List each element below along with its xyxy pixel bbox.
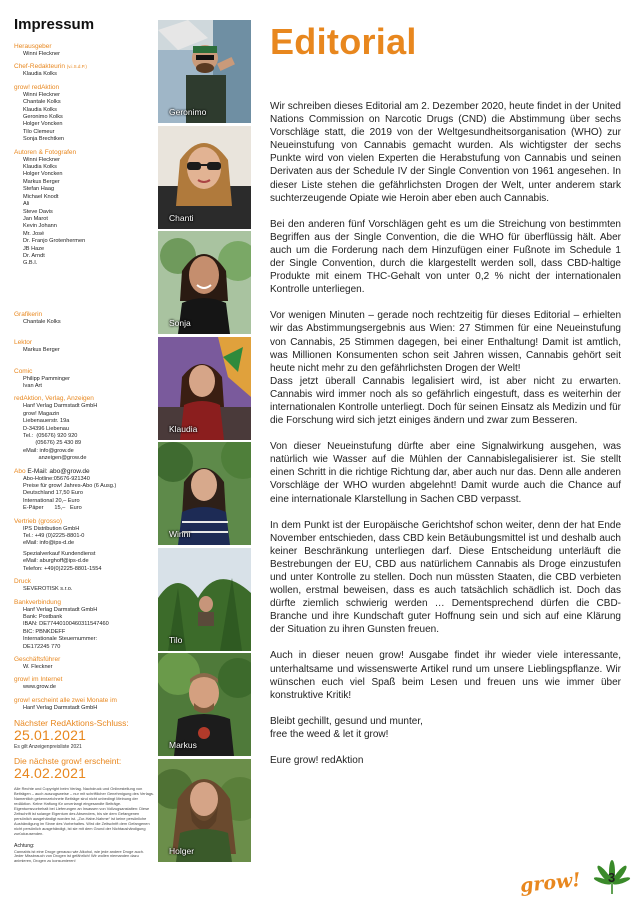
team-photo bbox=[158, 231, 251, 334]
imp-line: Winni Fleckner bbox=[23, 91, 60, 98]
imp-line: Ali bbox=[23, 201, 30, 208]
impressum-column bbox=[14, 16, 154, 901]
imp-line: Chantale Kolks bbox=[23, 99, 61, 106]
imp-line: Dr. Arndt bbox=[23, 252, 45, 259]
editorial-paragraph: Von dieser Neueinstufung dürfte aber eine Signalwirkung ausgehen, was natürlich wie Wasser auf die Mühlen der Cannabislegalisierer ist. Sie stellt einen Schritt in die richtige Richtung dar, aber auch nur das. Denn alle anderen Vorschläge der WHO wurden abgelehnt! Damit wurde auch die Chance auf eine internationale Klarstellung in Sachen CBD verpasst. bbox=[270, 441, 621, 505]
rights-text: Alle Rechte und Copyright beim Verlag. Nachdruck und Onlinestellung von Beiträgen – auch auszugsweise – nur mit schriftlicher Genehmigung des Verlags. Namentlich gekennzeichnete Beiträge sind nicht unbedingt Meinung der redAktion. Keine Haftung für unverlangt eingesandte Beiträge. Eigentumsvorbehalt bei Lieferungen an Insassen von Vollzugsanstalten: Diese Zeitschrift ist solange Eigentum des Absenders, bis sie dem Gefangenen persönlich ausgehändigt worden ist. „Zur-Habe-Nahme“ ist keine persönliche Aushändigung im Sinne des Vorbehaltes. Wird die Zeitschrift dem Gefangenen nicht persönlich ausgehändigt, ist sie mit dem Grund der Nichtaushändigung zurückzusenden. bbox=[14, 786, 154, 836]
section-head-verlag: redAktion, Verlag, Anzeigen bbox=[14, 395, 94, 403]
photo-label: Tilo bbox=[169, 634, 183, 645]
impressum-title: Impressum bbox=[14, 16, 95, 33]
imp-line: Steve Davis bbox=[23, 208, 53, 215]
photo-label: Markus bbox=[169, 740, 197, 750]
deadline-date: 25.01.2021 bbox=[14, 727, 87, 744]
chef-head-note: (v.i.S.d.P.) bbox=[66, 64, 87, 70]
grow-logo bbox=[520, 858, 630, 898]
imp-line: eMail: aburghoff@ips-d.de bbox=[23, 558, 89, 565]
imp-line: D-34396 Liebenau bbox=[23, 425, 70, 432]
section-head-chef bbox=[14, 62, 154, 71]
closing-line: Bleibt gechillt, gesund und munter, bbox=[270, 715, 423, 727]
section-head-redaktion: grow! redAktion bbox=[14, 83, 60, 91]
imp-line: Dr. Franjo Grotenhermen bbox=[23, 238, 86, 245]
vertrieb-head-text: Vertrieb bbox=[14, 517, 37, 525]
editorial-paragraph: Vor wenigen Minuten – gerade noch rechtzeitig für dieses Editorial – erhielten wir das Abstimmungsergebnis aus Wien: 27 Stimmen für eine Neueinstufung von Cannabis, 25 Stimmen dagegen, bei einer Enthaltung! Damit ist amtlich, was Millionen Konsumenten schon seit Jahren wissen, Cannabis gehört seit heute nicht mehr zu den gefährlichsten Drogen der Welt! bbox=[270, 310, 621, 374]
photo-label: Chanti bbox=[169, 212, 194, 223]
photo-label: Sonja bbox=[169, 318, 191, 328]
photo-label: Winni bbox=[169, 529, 191, 539]
section-head-lektor: Lektor bbox=[14, 339, 33, 347]
imp-line: DE172245 770 bbox=[23, 643, 61, 650]
imp-line: Winni Fleckner bbox=[23, 156, 60, 163]
imp-line: Internationale Steuernummer: bbox=[23, 636, 98, 643]
photo-label: Geronimo bbox=[169, 107, 207, 117]
imp-line: Holger Voncken bbox=[23, 121, 63, 128]
imp-line: International 20,– Euro bbox=[23, 497, 80, 504]
editorial-article bbox=[270, 22, 621, 767]
imp-line: Stefan Haag bbox=[23, 186, 55, 193]
imp-line: anzeigen@grow.de bbox=[23, 455, 87, 462]
imp-line: BIC: PBNKDEFF bbox=[23, 628, 66, 635]
editorial-paragraph: Wir schreiben dieses Editorial am 2. Dezember 2020, heute findet in der United Nations Commission on Narcotic Drugs (CND) die Abstimmung über sechs Vorschläge statt, die 2019 von der Weltgesundheitsorganisation (WHO) zur Neueinstufung von Cannabis gemacht wurden. Als wichtigster der sechs Punkte wird von vielen Experten die Herabstufung von Cannabis und seinen Derivaten aus der Schedule IV der Single Convention von 1961 angesehen. In dieser Liste stehen die gefährlichsten Drogen der Welt, unter anderem stark suchterzeugende Opiate wie Heroin aber eben auch Cannabis. bbox=[270, 101, 621, 204]
next-issue-label: Die nächste grow! erscheint: bbox=[14, 756, 122, 767]
section-head-internet: grow! im Internet bbox=[14, 676, 63, 684]
team-photo bbox=[158, 337, 251, 440]
team-photo bbox=[158, 653, 251, 756]
imp-line: E-Päper 15,– Euro bbox=[23, 505, 82, 512]
imp-line: Preise für grow! Jahres-Abo (6 Ausg.) bbox=[23, 483, 117, 490]
next-issue-date: 24.02.2021 bbox=[14, 765, 87, 782]
team-photo bbox=[158, 548, 251, 651]
section-head-druck: Druck bbox=[14, 578, 31, 586]
imp-line: JB Haze bbox=[23, 245, 45, 252]
imp-line: Holger Voncken bbox=[23, 171, 63, 178]
imp-line: Kevin Johann bbox=[23, 223, 57, 230]
imp-line: (05676) 25 430 89 bbox=[23, 440, 82, 447]
imp-line: eMail: info@ips-d.de bbox=[23, 540, 75, 547]
imp-line: IBAN: DE77440100460311547460 bbox=[23, 621, 109, 628]
achtung-text: Cannabis ist eine Droge genauso wie Alkohol, wie jede andere Droge auch. Jeder Missbrauch von Drogen ist gefährlich! Wir wollen niemanden dazu animieren, Drogen zu konsumieren! bbox=[14, 848, 144, 864]
imp-line: Mr. José bbox=[23, 230, 45, 237]
closing-line: free the weed & let it grow! bbox=[270, 728, 389, 740]
imp-line: W. Fleckner bbox=[23, 663, 53, 670]
imp-line: Winni Fleckner bbox=[23, 51, 60, 57]
imp-line: Liebenauerstr. 19a bbox=[23, 418, 70, 425]
imp-line: Abo-Hotline:05676-921340 bbox=[23, 475, 90, 482]
section-head-herausgeber: Herausgeber bbox=[14, 43, 52, 50]
imp-line: www.grow.de bbox=[23, 684, 56, 691]
editorial-paragraph: Dass jetzt überall Cannabis legalisiert wird, ist aber nicht zu erwarten. Cannabis wird immer noch als so gefährlich eingestuft, dass es weiterhin der internationalen Kontrolle unterliegt. Doch für seinen Einsatz als Medizin und für die Forschung wird sich jetzt einiges ändern und zwar zum Besseren. bbox=[270, 375, 621, 427]
vertrieb-head-note: (grosso) bbox=[38, 517, 63, 525]
editorial-title: Editorial bbox=[270, 21, 417, 62]
imp-line: Sonja Brechtken bbox=[23, 136, 65, 143]
imp-line: Markus Berger bbox=[23, 178, 60, 185]
imp-line: Bank: Postbank bbox=[23, 613, 63, 620]
imp-line: Tilo Clemeur bbox=[23, 128, 55, 135]
team-photo bbox=[158, 759, 251, 862]
imp-line: Tel.: +49 (0)2225-8801-0 bbox=[23, 533, 85, 540]
imp-line: Spezialverkauf Kundendienst bbox=[23, 550, 96, 557]
photo-label: Holger bbox=[169, 845, 195, 856]
imp-line: Deutschland 17,50 Euro bbox=[23, 490, 84, 497]
team-photo bbox=[158, 20, 251, 123]
photo-label: Klaudia bbox=[169, 423, 198, 434]
team-photo-strip bbox=[158, 20, 251, 890]
imp-line: Tel.: (05676) 920 920 bbox=[23, 433, 78, 439]
editorial-paragraph: Auch in dieser neuen grow! Ausgabe findet ihr wieder viele interessante, unterhaltsame und wissenswerte Artikel rund um unsere Lieblingspflanze. Wir wünschen euch viel Spaß beim Lesen und freuen uns wie immer über konstruktive Kritik! bbox=[270, 650, 621, 701]
imp-line: Hanf Verlag Darmstadt GmbH bbox=[23, 606, 98, 613]
imp-line: Telefon: +49(0)2225-8801-1554 bbox=[23, 565, 102, 572]
grow-wordmark: grow! bbox=[519, 868, 582, 898]
imp-line: Philipp Pamminger bbox=[23, 375, 70, 382]
imp-line: Jan Marot bbox=[23, 215, 48, 222]
team-photo bbox=[158, 442, 251, 545]
team-photo bbox=[158, 126, 251, 229]
imp-line: Klaudia Kolks bbox=[23, 106, 57, 113]
imp-line: Klaudia Kolks bbox=[23, 164, 57, 171]
section-head-abo bbox=[14, 467, 154, 476]
imp-line: eMail: info@grow.de bbox=[23, 447, 74, 454]
imp-line: G.B.I. bbox=[23, 260, 38, 267]
imp-line: grow! Magazin bbox=[23, 410, 60, 417]
page-number: 3 bbox=[608, 870, 616, 885]
imp-line: Markus Berger bbox=[23, 347, 60, 354]
abo-head-text: Abo bbox=[14, 467, 26, 475]
imp-line: Michael Knodt bbox=[23, 193, 59, 200]
section-head-grafik: Grafikerin bbox=[14, 310, 43, 318]
section-head-comic: Comic bbox=[14, 367, 33, 375]
editorial-paragraph: Bei den anderen fünf Vorschlägen geht es um die Streichung von bestimmten Begriffen aus der Single Convention, die die WHO für überflüssig hält. Aber auch um die Forderung nach dem Hinzufügen einer Fußnote im Schedule 1 der Single Convention, durch die klargestellt werden soll, dass CBD-haltige Produkte mit einem THC-Gehalt von unter 0,2 % nicht der internationalen Kontrolle unterliegen. bbox=[270, 218, 621, 296]
section-head-autoren: Autoren & Fotografen bbox=[14, 148, 77, 156]
imp-line: Chantale Kolks bbox=[23, 318, 61, 325]
abo-email: E-Mail: abo@grow.de bbox=[27, 467, 90, 475]
chef-head-text: Chef-Redakteurin bbox=[14, 63, 65, 71]
imp-line: IPS Distribution GmbH bbox=[23, 525, 80, 532]
editorial-paragraph: In dem Punkt ist der Europäische Gerichtshof schon weiter, denn der hat Ende November entschieden, dass CBD kein Betäubungsmittel ist und deshalb auch keiner Beschränkung unterliegen darf. Diese Entscheidung unterläuft die Bestrebungen der EU, CBD aus natürlichem Cannabis als Droge einzustufen und unter Kontrolle zu stellen. Doch nun müssten Staaten, die CBD verbieten wollen, erstmal beweisen, dass es auch tatsächlich schädlich ist. Doch das dürfte ziemlich schwierig werden … Dementsprechend dürfen die CBD-Branche und ihre Kundschaft guter Hoffnung sein und sich auf eine Klärung der Situation zu ihren Gunsten freuen. bbox=[270, 519, 621, 636]
section-head-erscheint: grow! erscheint alle zwei Monate im bbox=[14, 696, 117, 704]
imp-line: SEVEROTISK s.r.o. bbox=[23, 586, 73, 593]
editorial-signature: Eure grow! redAktion bbox=[270, 755, 364, 767]
imp-line: Ivan Art bbox=[23, 382, 42, 389]
section-head-vertrieb bbox=[14, 517, 154, 526]
imp-line: Klaudia Kolks bbox=[23, 71, 57, 78]
achtung-head: Achtung: bbox=[14, 842, 35, 849]
deadline-label: Nächster RedAktions-Schluss: bbox=[14, 718, 129, 729]
section-head-bank: Bankverbindung bbox=[14, 598, 61, 606]
imp-line: Geronimo Kolks bbox=[23, 114, 63, 121]
price-list-note: Es gilt Anzeigenpreisliste 2021 bbox=[14, 744, 82, 751]
imp-line: Hanf Verlag Darmstadt GmbH bbox=[23, 403, 98, 410]
section-head-gf: Geschäftsführer bbox=[14, 655, 61, 663]
imp-line: Hanf Verlag Darmstadt GmbH bbox=[23, 704, 98, 711]
